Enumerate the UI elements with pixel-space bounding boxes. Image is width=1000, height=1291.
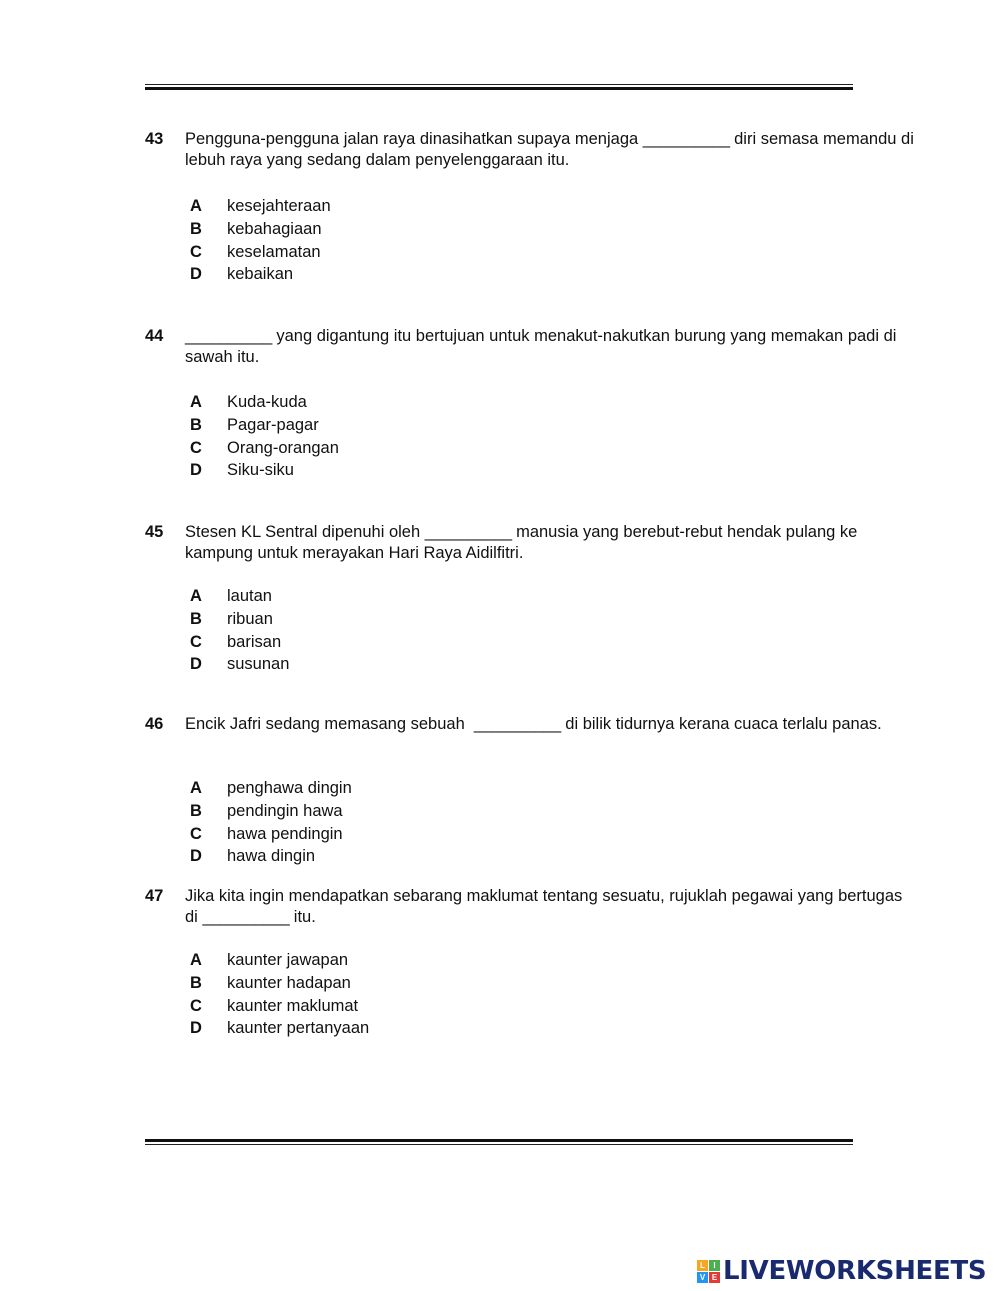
option-letter: D (190, 655, 202, 674)
option-text: susunan (227, 655, 290, 674)
option-letter: A (190, 587, 202, 605)
liveworksheets-icon (697, 1260, 720, 1283)
option-letter: C (190, 438, 202, 457)
option-letter: B (190, 801, 202, 820)
option-list (190, 777, 352, 868)
option-a[interactable] (190, 585, 289, 608)
option-d[interactable] (190, 263, 331, 286)
option-d[interactable] (190, 653, 289, 676)
question-number: 43 (145, 130, 164, 148)
option-c[interactable] (190, 437, 339, 460)
question-text (185, 129, 915, 171)
option-list (190, 391, 339, 482)
option-b[interactable] (190, 800, 352, 823)
option-text: lautan (227, 587, 272, 605)
option-text: kaunter jawapan (227, 951, 349, 969)
question-text (185, 714, 915, 735)
question-text-before: Jika kita ingin mendapatkan sebarang maklumat tentang sesuatu, rujuklah pegawai yang bertugas di (185, 887, 903, 926)
option-a[interactable] (190, 777, 352, 800)
question-text-after: manusia yang berebut-rebut hendak pulang ke kampung untuk merayakan Hari Raya Aidilfitri. (185, 523, 858, 562)
option-a[interactable] (190, 949, 369, 972)
question-text-after: diri semasa memandu di lebuh raya yang sedang dalam penyelenggaraan itu. (185, 130, 914, 169)
option-letter: B (190, 415, 202, 434)
option-letter: D (190, 1019, 202, 1038)
option-list (190, 195, 331, 286)
option-b[interactable] (190, 608, 289, 631)
option-text: kaunter hadapan (227, 973, 351, 992)
option-c[interactable] (190, 823, 352, 846)
option-text: kaunter pertanyaan (227, 1019, 370, 1038)
question-text-after: di bilik tidurnya kerana cuaca terlalu panas. (560, 715, 882, 733)
option-a[interactable] (190, 391, 339, 414)
option-letter: C (190, 632, 202, 651)
option-text: kebaikan (227, 265, 294, 284)
option-text: kebahagiaan (227, 219, 322, 238)
option-text: Orang-orangan (227, 438, 339, 457)
logo-text: LIVEWORKSHEETS (723, 1256, 987, 1286)
option-letter: C (190, 996, 202, 1015)
question-number: 44 (145, 327, 164, 345)
option-text: Kuda-kuda (227, 393, 307, 411)
question-number: 46 (145, 715, 164, 733)
option-text: keselamatan (227, 242, 321, 261)
top-rule (145, 84, 853, 90)
logo-tile: E (709, 1272, 720, 1283)
option-c[interactable] (190, 241, 331, 264)
option-d[interactable] (190, 459, 339, 482)
option-letter: D (190, 265, 202, 284)
option-b[interactable] (190, 972, 369, 995)
option-text: Siku-siku (227, 461, 294, 480)
option-d[interactable] (190, 1017, 369, 1040)
question-text (185, 522, 915, 564)
option-d[interactable] (190, 845, 352, 868)
question-text-before: Pengguna-pengguna jalan raya dinasihatkan supaya menjaga (185, 130, 643, 148)
question-text-after: itu. (289, 908, 316, 926)
option-b[interactable] (190, 218, 331, 241)
option-letter: A (190, 197, 202, 215)
option-letter: D (190, 847, 202, 866)
option-text: kesejahteraan (227, 197, 331, 215)
logo-tile: L (697, 1260, 708, 1271)
option-letter: B (190, 219, 202, 238)
option-letter: D (190, 461, 202, 480)
question-text-before: Encik Jafri sedang memasang sebuah (185, 715, 474, 733)
option-text: Pagar-pagar (227, 415, 319, 434)
option-letter: C (190, 242, 202, 261)
question-text-before: Stesen KL Sentral dipenuhi oleh (185, 523, 425, 541)
option-letter: A (190, 393, 202, 411)
option-text: ribuan (227, 609, 273, 628)
option-text: barisan (227, 632, 282, 651)
answer-blank[interactable]: __________ (185, 327, 272, 345)
answer-blank[interactable]: __________ (642, 130, 730, 148)
option-letter: B (190, 609, 202, 628)
option-list (190, 585, 289, 676)
option-text: penghawa dingin (227, 779, 352, 797)
question-number: 47 (145, 887, 164, 905)
option-letter: B (190, 973, 202, 992)
option-text: hawa dingin (227, 847, 316, 866)
logo-tile: V (697, 1272, 708, 1283)
option-c[interactable] (190, 995, 369, 1018)
answer-blank[interactable]: __________ (473, 715, 561, 733)
option-text: kaunter maklumat (227, 996, 359, 1015)
answer-blank[interactable]: __________ (202, 908, 290, 926)
option-list (190, 949, 369, 1040)
option-c[interactable] (190, 631, 289, 654)
option-text: hawa pendingin (227, 824, 343, 843)
liveworksheets-logo (697, 1256, 986, 1286)
question-number: 45 (145, 523, 164, 541)
option-letter: A (190, 951, 202, 969)
option-text: pendingin hawa (227, 801, 343, 820)
bottom-rule (145, 1137, 853, 1145)
question-text (185, 886, 915, 928)
answer-blank[interactable]: __________ (424, 523, 512, 541)
logo-tile: I (709, 1260, 720, 1271)
option-b[interactable] (190, 414, 339, 437)
question-text (185, 326, 915, 368)
option-a[interactable] (190, 195, 331, 218)
option-letter: C (190, 824, 202, 843)
question-text-after: yang digantung itu bertujuan untuk menakut-nakutkan burung yang memakan padi di sawah itu. (185, 327, 897, 366)
option-letter: A (190, 779, 202, 797)
